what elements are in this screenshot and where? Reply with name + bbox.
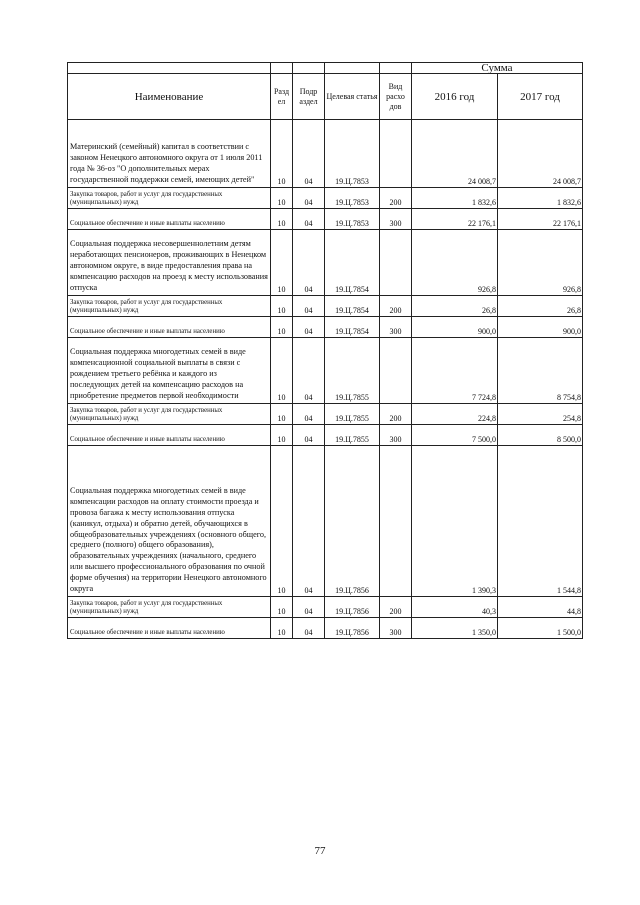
row-razdel: 10 xyxy=(271,404,293,425)
row-amount-2017: 24 008,7 xyxy=(498,120,583,188)
header-razdel: Разд ел xyxy=(271,74,293,120)
row-vid xyxy=(380,338,412,404)
row-amount-2016: 7 724,8 xyxy=(412,338,498,404)
row-name: Закупка товаров, работ и услуг для государственных (муниципальных) нужд xyxy=(68,188,271,209)
row-amount-2016: 7 500,0 xyxy=(412,425,498,446)
row-amount-2017: 44,8 xyxy=(498,597,583,618)
row-vid: 300 xyxy=(380,209,412,230)
row-amount-2016: 22 176,1 xyxy=(412,209,498,230)
table-row xyxy=(68,120,583,188)
row-amount-2016: 1 350,0 xyxy=(412,618,498,639)
row-amount-2017: 8 500,0 xyxy=(498,425,583,446)
row-podrazdel: 04 xyxy=(293,230,325,296)
row-amount-2016: 900,0 xyxy=(412,317,498,338)
row-target: 19.Ц.7855 xyxy=(325,338,380,404)
table-row xyxy=(68,618,583,639)
row-razdel: 10 xyxy=(271,317,293,338)
page-number: 77 xyxy=(314,845,326,857)
row-vid: 200 xyxy=(380,597,412,618)
row-podrazdel: 04 xyxy=(293,597,325,618)
row-amount-2017: 1 832,6 xyxy=(498,188,583,209)
row-name: Социальная поддержка несовершеннолетним детям неработающих пенсионеров, проживающих в Ненецком автономном округе, в виде предоставления права на компенсацию расходов на проезд к месту использования отпуска xyxy=(68,230,271,296)
row-razdel: 10 xyxy=(271,296,293,317)
row-target: 19.Ц.7856 xyxy=(325,597,380,618)
row-amount-2017: 926,8 xyxy=(498,230,583,296)
row-name: Социальное обеспечение и иные выплаты населению xyxy=(68,425,271,446)
row-podrazdel: 04 xyxy=(293,338,325,404)
table-row xyxy=(68,188,583,209)
row-vid: 300 xyxy=(380,317,412,338)
header-vid: Вид расхо дов xyxy=(380,74,412,120)
table-row xyxy=(68,296,583,317)
row-amount-2017: 26,8 xyxy=(498,296,583,317)
header-target: Целевая статья xyxy=(325,74,380,120)
row-name: Закупка товаров, работ и услуг для государственных (муниципальных) нужд xyxy=(68,404,271,425)
row-razdel: 10 xyxy=(271,120,293,188)
row-razdel: 10 xyxy=(271,230,293,296)
row-name: Социальное обеспечение и иные выплаты населению xyxy=(68,618,271,639)
row-amount-2017: 8 754,8 xyxy=(498,338,583,404)
row-vid: 200 xyxy=(380,188,412,209)
row-podrazdel: 04 xyxy=(293,296,325,317)
table-row xyxy=(68,338,583,404)
row-name: Материнский (семейный) капитал в соответствии с законом Ненецкого автономного округа от 1 июля 2011 года № 36-оз "О дополнительных мерах государственной поддержки семей, имеющих детей" xyxy=(68,120,271,188)
header-name: Наименование xyxy=(68,74,271,120)
row-amount-2016: 1 832,6 xyxy=(412,188,498,209)
row-amount-2017: 1 544,8 xyxy=(498,446,583,597)
row-target: 19.Ц.7853 xyxy=(325,209,380,230)
header-podrazdel: Подр аздел xyxy=(293,74,325,120)
row-amount-2016: 926,8 xyxy=(412,230,498,296)
row-razdel: 10 xyxy=(271,338,293,404)
table-row xyxy=(68,404,583,425)
row-vid xyxy=(380,446,412,597)
row-target: 19.Ц.7853 xyxy=(325,188,380,209)
row-razdel: 10 xyxy=(271,209,293,230)
row-vid: 300 xyxy=(380,425,412,446)
row-target: 19.Ц.7855 xyxy=(325,404,380,425)
row-target: 19.Ц.7856 xyxy=(325,618,380,639)
row-name: Социальная поддержка многодетных семей в виде компенсационной социальной выплаты в связи с рождением третьего ребёнка и каждого из последующих детей на компенсацию расходов на приобретение предметов первой необходимости xyxy=(68,338,271,404)
row-amount-2017: 254,8 xyxy=(498,404,583,425)
row-name: Закупка товаров, работ и услуг для государственных (муниципальных) нужд xyxy=(68,296,271,317)
row-amount-2016: 1 390,3 xyxy=(412,446,498,597)
table-row xyxy=(68,230,583,296)
row-amount-2017: 22 176,1 xyxy=(498,209,583,230)
row-target: 19.Ц.7854 xyxy=(325,296,380,317)
row-name: Закупка товаров, работ и услуг для государственных (муниципальных) нужд xyxy=(68,597,271,618)
header-2016: 2016 год xyxy=(412,74,498,120)
row-target: 19.Ц.7853 xyxy=(325,120,380,188)
row-vid xyxy=(380,230,412,296)
row-podrazdel: 04 xyxy=(293,317,325,338)
header-2017: 2017 год xyxy=(498,74,583,120)
header-row-top xyxy=(68,63,583,74)
row-vid: 300 xyxy=(380,618,412,639)
row-podrazdel: 04 xyxy=(293,446,325,597)
row-name: Социальное обеспечение и иные выплаты населению xyxy=(68,317,271,338)
row-razdel: 10 xyxy=(271,425,293,446)
row-podrazdel: 04 xyxy=(293,120,325,188)
row-podrazdel: 04 xyxy=(293,404,325,425)
row-amount-2016: 40,3 xyxy=(412,597,498,618)
row-vid: 200 xyxy=(380,296,412,317)
table-row xyxy=(68,317,583,338)
row-amount-2017: 1 500,0 xyxy=(498,618,583,639)
header-row xyxy=(68,74,583,120)
row-name: Социальное обеспечение и иные выплаты населению xyxy=(68,209,271,230)
row-razdel: 10 xyxy=(271,618,293,639)
row-podrazdel: 04 xyxy=(293,209,325,230)
row-podrazdel: 04 xyxy=(293,425,325,446)
row-amount-2016: 26,8 xyxy=(412,296,498,317)
row-target: 19.Ц.7855 xyxy=(325,425,380,446)
row-target: 19.Ц.7856 xyxy=(325,446,380,597)
header-sum: Сумма xyxy=(412,63,583,74)
row-name: Социальная поддержка многодетных семей в виде компенсации расходов на оплату стоимости проезда и провоза багажа к месту использования отпуска (каникул, отдыха) и обратно детей, обучающихся в общеобразовательных учреждениях (основного общего, среднего (полного) общего образования), образовательных учреждениях (начального, среднего или высшего профессионального образования по очной форме обучения) на территории Ненецкого автономного округа xyxy=(68,446,271,597)
row-amount-2016: 224,8 xyxy=(412,404,498,425)
row-podrazdel: 04 xyxy=(293,188,325,209)
row-amount-2017: 900,0 xyxy=(498,317,583,338)
budget-table xyxy=(67,62,583,639)
table-row xyxy=(68,446,583,597)
table-row xyxy=(68,425,583,446)
row-razdel: 10 xyxy=(271,188,293,209)
row-target: 19.Ц.7854 xyxy=(325,317,380,338)
row-vid xyxy=(380,120,412,188)
row-podrazdel: 04 xyxy=(293,618,325,639)
row-target: 19.Ц.7854 xyxy=(325,230,380,296)
row-amount-2016: 24 008,7 xyxy=(412,120,498,188)
row-razdel: 10 xyxy=(271,597,293,618)
row-vid: 200 xyxy=(380,404,412,425)
table-row xyxy=(68,597,583,618)
table-row xyxy=(68,209,583,230)
row-razdel: 10 xyxy=(271,446,293,597)
